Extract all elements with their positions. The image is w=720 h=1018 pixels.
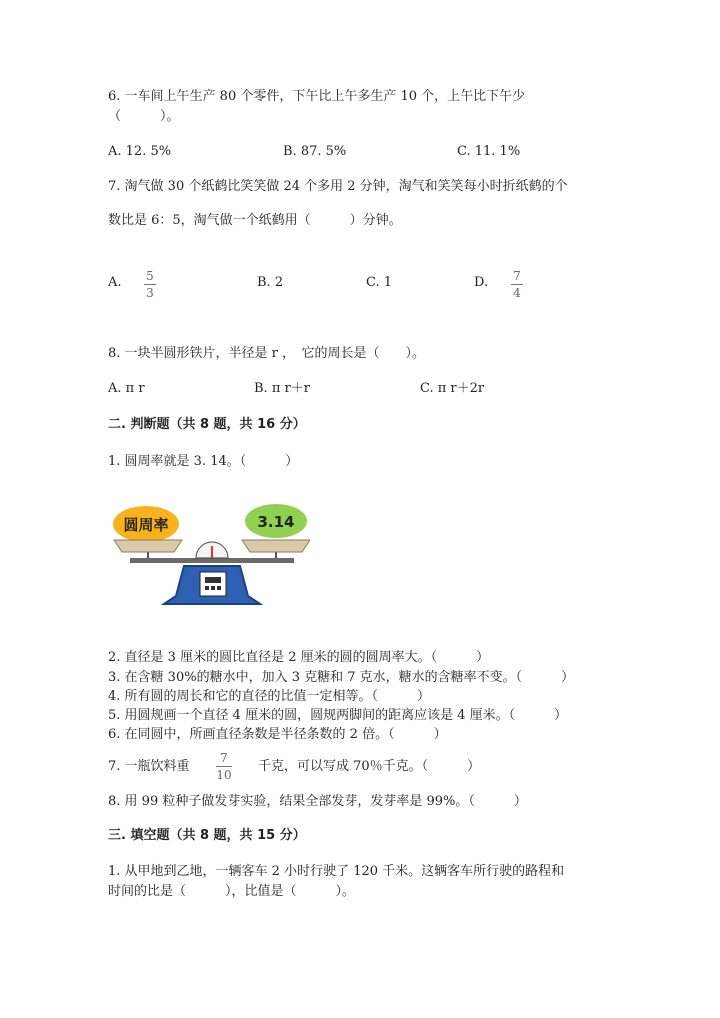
right-pan — [242, 540, 310, 552]
judge-item-2: 2. 直径是 3 厘米的圆比直径是 2 厘米的圆的圆周率大。（ ） — [108, 650, 490, 665]
judge-item-3: 3. 在含糖 30%的糖水中，加入 3 克糖和 7 克水，糖水的含糖率不变。（ ） — [108, 670, 575, 685]
fraction-bar — [216, 766, 232, 767]
q8-option-b: B. π r＋r — [254, 381, 310, 396]
q6-line1: 6. 一车间上午生产 80 个零件，下午比上午多生产 10 个，上午比下午少 — [108, 89, 526, 104]
q7-option-a-fraction — [144, 270, 156, 299]
fraction-bar — [511, 284, 523, 285]
left-bubble-label: 圆周率 — [123, 516, 169, 534]
q7-line1: 7. 淘气做 30 个纸鹤比笑笑做 24 个多用 2 分钟，淘气和笑笑每小时折纸鹤的个 — [108, 179, 568, 194]
q7-option-a-label: A. — [108, 275, 122, 290]
fill-item-1-line1: 1. 从甲地到乙地，一辆客车 2 小时行驶了 120 千米。这辆客车所行驶的路程和 — [108, 864, 565, 879]
judge-item-7-suffix: 千克，可以写成 70％千克。（ ） — [258, 759, 481, 774]
left-pan — [114, 540, 182, 552]
judge-item-8: 8. 用 99 粒种子做发芽实验，结果全部发芽，发芽率是 99%。（ ） — [108, 794, 527, 809]
q7-line2: 数比是 6：5，淘气做一个纸鹤用（ ）分钟。 — [108, 213, 402, 228]
judge-item-7-fraction — [216, 752, 232, 781]
judge-item-1: 1. 圆周率就是 3. 14。（ ） — [108, 454, 299, 469]
q7-option-b: B. 2 — [257, 275, 284, 290]
balance-scale-illustration — [110, 500, 310, 612]
fill-item-1-line2: 时间的比是（ ），比值是（ ）。 — [108, 884, 356, 899]
q6-option-b: B. 87. 5% — [283, 144, 347, 159]
section-heading-judgement: 二. 判断题（共 8 题，共 16 分） — [108, 417, 306, 432]
judge-item-5: 5. 用圆规画一个直径 4 厘米的圆，圆规两脚间的距离应该是 4 厘米。（ ） — [108, 708, 568, 723]
q7-option-d-fraction — [511, 270, 523, 299]
fraction-numerator: 7 — [220, 751, 228, 765]
fraction-bar — [144, 284, 156, 285]
fraction-denominator: 10 — [216, 768, 232, 782]
judge-item-6: 6. 在同圆中，所画直径条数是半径条数的 2 倍。（ ） — [108, 727, 447, 742]
q8-line1: 8. 一块半圆形铁片，半径是 r ， 它的周长是（ ）。 — [108, 346, 426, 361]
fraction-denominator: 3 — [146, 286, 154, 300]
scale-key — [217, 586, 221, 590]
fraction-numerator: 5 — [146, 269, 154, 283]
right-bubble-label: 3.14 — [257, 513, 295, 531]
q8-option-c: C. π r＋2r — [420, 381, 485, 396]
scale-key — [205, 586, 209, 590]
scale-display — [200, 572, 226, 596]
scale-key — [211, 586, 215, 590]
q6-option-a: A. 12. 5% — [108, 144, 172, 159]
q7-option-d-label: D. — [474, 275, 489, 290]
fraction-denominator: 4 — [513, 286, 521, 300]
judge-item-4: 4. 所有圆的周长和它的直径的比值一定相等。（ ） — [108, 689, 431, 704]
judge-item-7-prefix: 7. 一瓶饮料重 — [108, 759, 190, 774]
q8-option-a: A. π r — [108, 381, 145, 396]
scale-beam — [130, 558, 294, 563]
q7-option-c: C. 1 — [366, 275, 393, 290]
q6-line2: （ ）。 — [108, 109, 180, 124]
scale-display-panel — [205, 577, 221, 583]
q6-option-c: C. 11. 1% — [457, 144, 521, 159]
section-heading-fill-blank: 三. 填空题（共 8 题，共 15 分） — [108, 828, 306, 843]
fraction-numerator: 7 — [513, 269, 521, 283]
